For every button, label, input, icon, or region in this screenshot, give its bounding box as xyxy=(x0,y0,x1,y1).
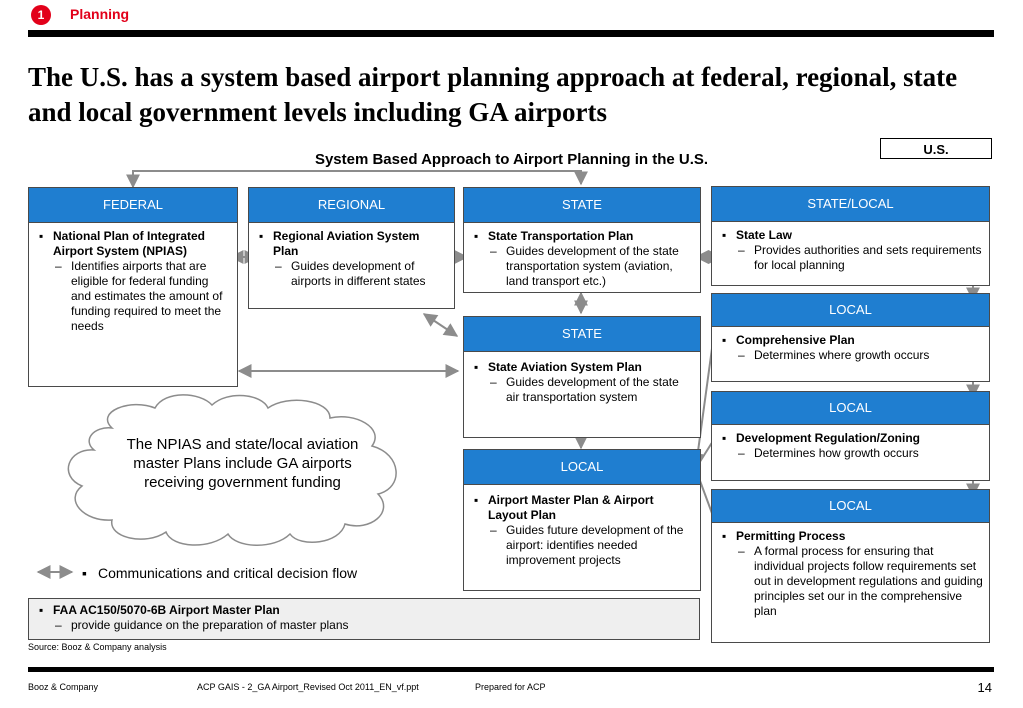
regional-stateaviation-arrow xyxy=(424,314,457,336)
legend-label: ▪ Communications and critical decision flow xyxy=(80,565,357,581)
federal-item: ▪ National Plan of Integrated Airport System (NPIAS) xyxy=(37,229,231,259)
state-aviation-box xyxy=(463,316,701,438)
state-local-box xyxy=(711,186,990,286)
faa-detail: – provide guidance on the preparation of master plans xyxy=(37,618,693,633)
airport-master-plan-item: ▪ Airport Master Plan & Airport Layout Plan xyxy=(472,493,694,523)
federal-header: FEDERAL xyxy=(29,188,237,223)
section-label: Planning xyxy=(70,6,130,22)
local-airport-box xyxy=(463,449,701,591)
diagram-subtitle: System Based Approach to Airport Planning in the U.S. xyxy=(314,151,709,168)
state-aviation-item: ▪ State Aviation System Plan xyxy=(472,360,694,375)
country-tag: U.S. xyxy=(880,138,992,159)
local-header: LOCAL xyxy=(712,294,989,327)
comprehensive-plan-item: ▪ Comprehensive Plan xyxy=(720,333,983,348)
permitting-box xyxy=(711,489,990,643)
zoning-box xyxy=(711,391,990,481)
footer-file: ACP GAIS - 2_GA Airport_Revised Oct 2011_EN_vf.ppt xyxy=(197,682,419,692)
federal-detail: – Identifies airports that are eligible for federal funding and estimates the amount of funding required to meet the needs xyxy=(37,259,231,334)
page-number: 14 xyxy=(977,680,992,695)
page-title: The U.S. has a system based airport planning approach at federal, regional, state and local government levels including GA airports xyxy=(28,62,958,127)
permitting-detail: – A formal process for ensuring that individual projects follow requirements set out in development regulations and guiding principles set our in the comprehensive plan xyxy=(720,544,983,619)
local-header: LOCAL xyxy=(712,490,989,523)
section-number-badge: 1 xyxy=(31,5,51,25)
footer-prepared: Prepared for ACP xyxy=(475,682,546,692)
regional-detail: – Guides development of airports in different states xyxy=(257,259,448,289)
state-transport-item: ▪ State Transportation Plan xyxy=(472,229,694,244)
regional-box xyxy=(248,187,455,309)
legend xyxy=(80,565,357,581)
regional-header: REGIONAL xyxy=(249,188,454,223)
footer-company: Booz & Company xyxy=(28,682,99,692)
faa-guidance-box xyxy=(28,598,700,640)
faa-item: ▪ FAA AC150/5070-6B Airport Master Plan xyxy=(37,603,693,618)
local-header: LOCAL xyxy=(712,392,989,425)
state-local-header: STATE/LOCAL xyxy=(712,187,989,222)
comprehensive-plan-detail: – Determines where growth occurs xyxy=(720,348,983,363)
airport-master-plan-detail: – Guides future development of the airport: identifies needed improvement projects xyxy=(472,523,694,568)
zoning-detail: – Determines how growth occurs xyxy=(720,446,983,461)
state-transport-box xyxy=(463,187,701,293)
state-law-detail: – Provides authorities and sets requirements for local planning xyxy=(720,243,983,273)
bottom-divider-bar xyxy=(28,667,994,672)
state-transport-detail: – Guides development of the state transportation system (aviation, land transport etc.) xyxy=(472,244,694,289)
state-aviation-detail: – Guides development of the state air transportation system xyxy=(472,375,694,405)
cloud-note: The NPIAS and state/local aviation master Plans include GA airports receiving government funding xyxy=(126,436,359,491)
state-header: STATE xyxy=(464,188,700,223)
source-note: Source: Booz & Company analysis xyxy=(28,642,167,652)
federal-box xyxy=(28,187,238,387)
zoning-item: ▪ Development Regulation/Zoning xyxy=(720,431,983,446)
federal-to-state-link xyxy=(133,171,581,187)
regional-item: ▪ Regional Aviation System Plan xyxy=(257,229,448,259)
state-header: STATE xyxy=(464,317,700,352)
comprehensive-plan-box xyxy=(711,293,990,382)
local-header: LOCAL xyxy=(464,450,700,485)
permitting-item: ▪ Permitting Process xyxy=(720,529,983,544)
state-law-item: ▪ State Law xyxy=(720,228,983,243)
